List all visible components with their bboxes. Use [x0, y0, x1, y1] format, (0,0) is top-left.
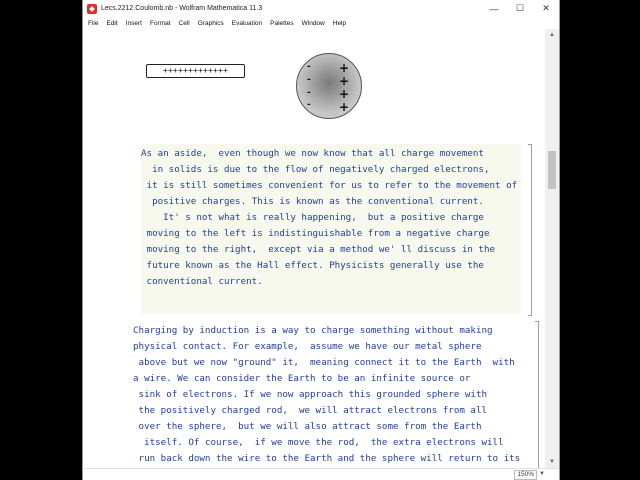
menu-graphics[interactable]: Graphics	[197, 19, 224, 27]
minimize-button[interactable]: —	[489, 3, 499, 14]
cell-text-line: Charging by induction is a way to charge something without making	[133, 325, 493, 336]
cell-text-line: physical contact. For example, assume we have our metal sphere	[133, 341, 482, 352]
menu-edit[interactable]: Edit	[106, 19, 118, 27]
cell-text-line: It' s not what is really happening, but a positive charge	[141, 212, 484, 223]
cell-text-line: moving to the left is indistinguishable from a negative charge	[141, 228, 490, 239]
cell-text-line: run back down the wire to the Earth and the sphere will return to its	[133, 453, 521, 464]
cell-text-line: above but we now "ground" it, meaning connect it to the Earth with	[133, 357, 515, 368]
mathematica-logo-icon	[87, 4, 97, 14]
negative-charge: -	[307, 88, 311, 98]
cell-text-line: sink of electrons. If we now approach this grounded sphere with	[133, 389, 488, 400]
close-button[interactable]: ✕	[542, 3, 550, 13]
cell-bracket[interactable]	[535, 321, 539, 468]
maximize-button[interactable]: ☐	[515, 3, 525, 13]
menu-palettes[interactable]: Palettes	[270, 19, 294, 27]
menu-evaluation[interactable]: Evaluation	[231, 19, 263, 27]
cell-bracket[interactable]	[528, 144, 532, 316]
positive-charge: +	[339, 87, 350, 101]
positive-charge: +	[339, 100, 350, 114]
negative-charge: -	[307, 100, 311, 110]
menu-bar	[83, 17, 559, 29]
cell-text-line: in solids is due to the flow of negatively charged electrons,	[141, 164, 490, 175]
notebook-content[interactable]	[83, 29, 545, 468]
chevron-down-icon[interactable]: ▼	[539, 471, 545, 477]
charged-rod: +++++++++++++	[146, 64, 245, 78]
window-controls	[481, 0, 559, 17]
cell-text-line: itself. Of course, if we move the rod, the extra electrons will	[133, 437, 504, 448]
status-bar	[83, 468, 559, 480]
positive-charge: +	[339, 74, 350, 88]
cell-text-line: future known as the Hall effect. Physicists generally use the	[141, 260, 484, 271]
menu-file[interactable]: File	[88, 19, 99, 27]
mathematica-window	[83, 0, 559, 480]
cell-text-line: over the sphere, but we will also attract some from the Earth	[133, 421, 482, 432]
negative-charge: -	[307, 75, 311, 85]
menu-insert[interactable]: Insert	[125, 19, 142, 27]
window-title: Lecs.2212.Coulomb.nb - Wolfram Mathematica 11.3	[101, 5, 263, 12]
menu-help[interactable]: Help	[332, 19, 347, 27]
metal-sphere	[296, 53, 362, 119]
zoom-level[interactable]: 150%	[514, 470, 537, 480]
cell-text-line: the positively charged rod, we will attract electrons from all	[133, 405, 488, 416]
cell-text-line: conventional current.	[141, 276, 263, 287]
menu-format[interactable]: Format	[149, 19, 171, 27]
title-bar[interactable]	[83, 0, 559, 17]
scroll-down-icon[interactable]: ▼	[549, 459, 555, 465]
cell-text-line: positive charges. This is known as the conventional current.	[141, 196, 484, 207]
vertical-scrollbar[interactable]	[545, 29, 559, 468]
negative-charge: -	[307, 62, 311, 72]
scroll-up-icon[interactable]: ▲	[549, 32, 555, 38]
text-cell-induction[interactable]	[133, 321, 528, 468]
cell-text-line: it is still sometimes convenient for us to refer to the movement of	[141, 180, 518, 191]
scroll-thumb[interactable]	[548, 151, 556, 189]
cell-text-line: As an aside, even though we now know that all charge movement	[141, 148, 484, 159]
cell-text-line: a wire. We can consider the Earth to be an infinite source or	[133, 373, 471, 384]
positive-charge: +	[339, 61, 350, 75]
text-cell-aside[interactable]	[141, 144, 521, 314]
menu-window[interactable]: Window	[301, 19, 325, 27]
menu-cell[interactable]: Cell	[178, 19, 190, 27]
cell-text-line: moving to the right, except via a method we' ll discuss in the	[141, 244, 496, 255]
